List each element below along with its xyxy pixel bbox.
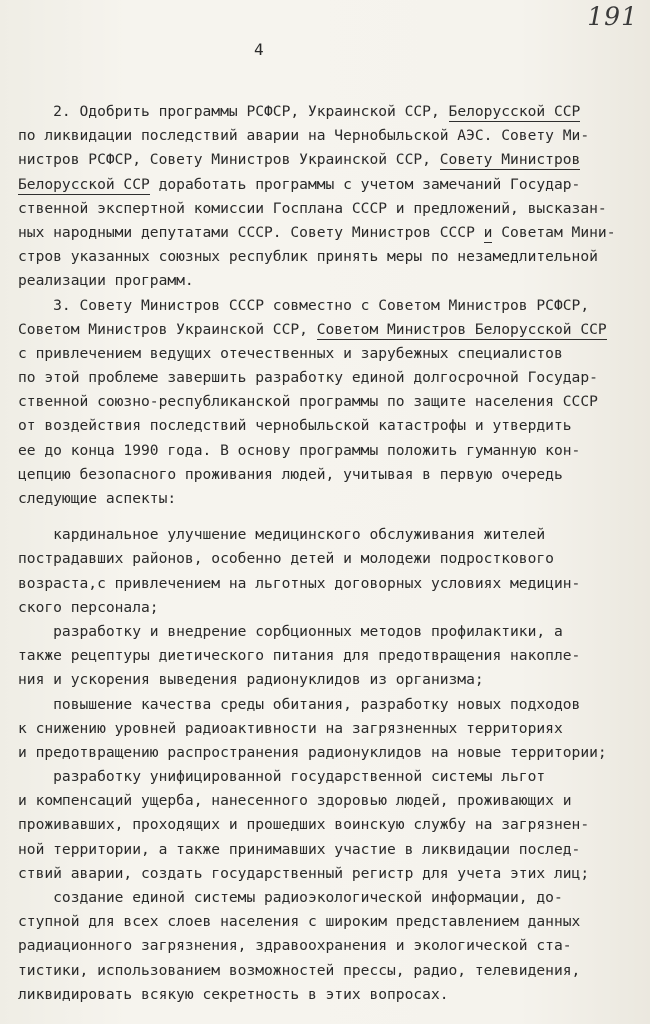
- line-text: и компенсаций ущерба, нанесенного здоровью людей, проживающих и: [18, 792, 572, 810]
- text-line: [18, 342, 630, 366]
- text-line: [18, 245, 630, 269]
- line-text: следующие аспекты:: [18, 490, 177, 507]
- text-line: [18, 765, 630, 789]
- line-text: ственной экспертной комиссии Госплана СССР и предложений, высказан-: [18, 199, 607, 217]
- underlined-text: Совету Министров: [439, 151, 581, 169]
- line-text: кардинальное улучшение медицинского обслуживания жителей: [18, 526, 546, 544]
- text-line: [18, 463, 630, 487]
- underlined-text: Белорусской ССР: [448, 103, 581, 120]
- line-text: 2. Одобрить программы РСФСР, Украинской ССР,: [18, 103, 449, 120]
- line-text: ступной для всех слоев населения с широким представлением данных: [18, 913, 581, 931]
- text-line: [18, 294, 630, 318]
- text-line: [18, 390, 630, 414]
- text-line: [18, 910, 630, 934]
- line-text: от воздействия последствий чернобыльской катастрофы и утвердить: [18, 417, 572, 435]
- line-text: Советам Мини-: [492, 223, 616, 241]
- text-line: [18, 934, 630, 958]
- line-text: создание единой системы радиоэкологической информации, до-: [18, 889, 563, 906]
- underlined-text: Советом Министров Белорусской ССР: [316, 320, 607, 338]
- line-text: ского персонала;: [18, 598, 159, 616]
- text-line: [18, 644, 630, 668]
- underlined-text: и: [483, 223, 493, 241]
- text-line: [18, 620, 630, 644]
- text-line: [18, 959, 630, 983]
- text-line: [18, 523, 630, 547]
- text-line: [18, 668, 630, 692]
- text-line: [18, 693, 630, 717]
- text-line: [18, 414, 630, 438]
- text-line: [18, 572, 630, 596]
- text-line: [18, 487, 630, 511]
- line-text: цепцию безопасного проживания людей, учитывая в первую очередь: [18, 465, 563, 483]
- text-line: [18, 439, 630, 463]
- text-line: [18, 838, 630, 862]
- line-text: ее до конца 1990 года. В основу программы положить гуманную кон-: [18, 441, 581, 459]
- text-line: [18, 547, 630, 571]
- text-line: [18, 886, 630, 910]
- line-text: пострадавших районов, особенно детей и молодежи подросткового: [18, 550, 554, 568]
- line-text: ных народными депутатами СССР. Совету Министров СССР: [18, 223, 484, 241]
- line-text: ния и ускорения выведения радионуклидов из организма;: [18, 671, 484, 689]
- line-text: проживавших, проходящих и прошедших воинскую службу на загрязнен-: [18, 816, 590, 834]
- text-line: [18, 221, 630, 245]
- line-text: к снижению уровней радиоактивности на загрязненных территориях: [18, 719, 563, 737]
- underlined-text: Белорусской ССР: [18, 175, 150, 193]
- text-line: [18, 862, 630, 886]
- text-line: [18, 269, 630, 293]
- line-text: разработку и внедрение сорбционных методов профилактики, а: [18, 622, 563, 640]
- text-line: [18, 813, 630, 837]
- line-text: по этой проблеме завершить разработку единой долгосрочной Государ-: [18, 369, 598, 387]
- text-line: [18, 983, 630, 1007]
- line-text: и предотвращению распространения радионуклидов на новые территории;: [18, 743, 607, 761]
- line-text: повышение качества среды обитания, разработку новых подходов: [18, 695, 581, 713]
- text-line: [18, 789, 630, 813]
- text-line: [18, 100, 630, 124]
- line-text: разработку унифицированной государственной системы льгот: [18, 768, 546, 786]
- line-text: ствий аварии, создать государственный регистр для учета этих лиц;: [18, 864, 590, 882]
- line-text: 3. Совету Министров СССР совместно с Советом Министров РСФСР,: [18, 296, 590, 314]
- line-text: ственной союзно-республиканской программы по защите населения СССР: [18, 393, 598, 411]
- archive-page-number: 191: [587, 2, 638, 31]
- line-text: реализации программ.: [18, 272, 194, 290]
- text-line: [18, 596, 630, 620]
- line-text: стров указанных союзных республик принять меры по незамедлительной: [18, 248, 598, 266]
- text-line: [18, 197, 630, 221]
- line-text: ной территории, а также принимавших участие в ликвидации послед-: [18, 840, 581, 858]
- text-line: [18, 717, 630, 741]
- text-line: [18, 124, 630, 148]
- text-line: [18, 173, 630, 197]
- line-text: Советом Министров Украинской ССР,: [18, 320, 317, 338]
- line-text: с привлечением ведущих отечественных и зарубежных специалистов: [18, 344, 563, 362]
- line-text: нистров РСФСР, Совету Министров Украинской ССР,: [18, 151, 440, 169]
- line-text: радиационного загрязнения, здравоохранения и экологической ста-: [18, 937, 572, 955]
- document-body: [18, 100, 630, 1007]
- line-text: возраста,с привлечением на льготных договорных условиях медицин-: [18, 574, 581, 592]
- line-text: тистики, использованием возможностей прессы, радио, телевидения,: [18, 961, 581, 979]
- line-text: ликвидировать всякую секретность в этих вопросах.: [18, 985, 449, 1003]
- line-text: доработать программы с учетом замечаний Государ-: [149, 175, 581, 193]
- line-text: также рецептуры диетического питания для предотвращения накопле-: [18, 647, 581, 665]
- text-line: [18, 148, 630, 172]
- paragraph-gap: [18, 511, 630, 523]
- text-line: [18, 741, 630, 765]
- text-line: [18, 366, 630, 390]
- page-number: 4: [254, 40, 264, 59]
- text-line: [18, 318, 630, 342]
- line-text: по ликвидации последствий аварии на Чернобыльской АЭС. Совету Ми-: [18, 127, 590, 145]
